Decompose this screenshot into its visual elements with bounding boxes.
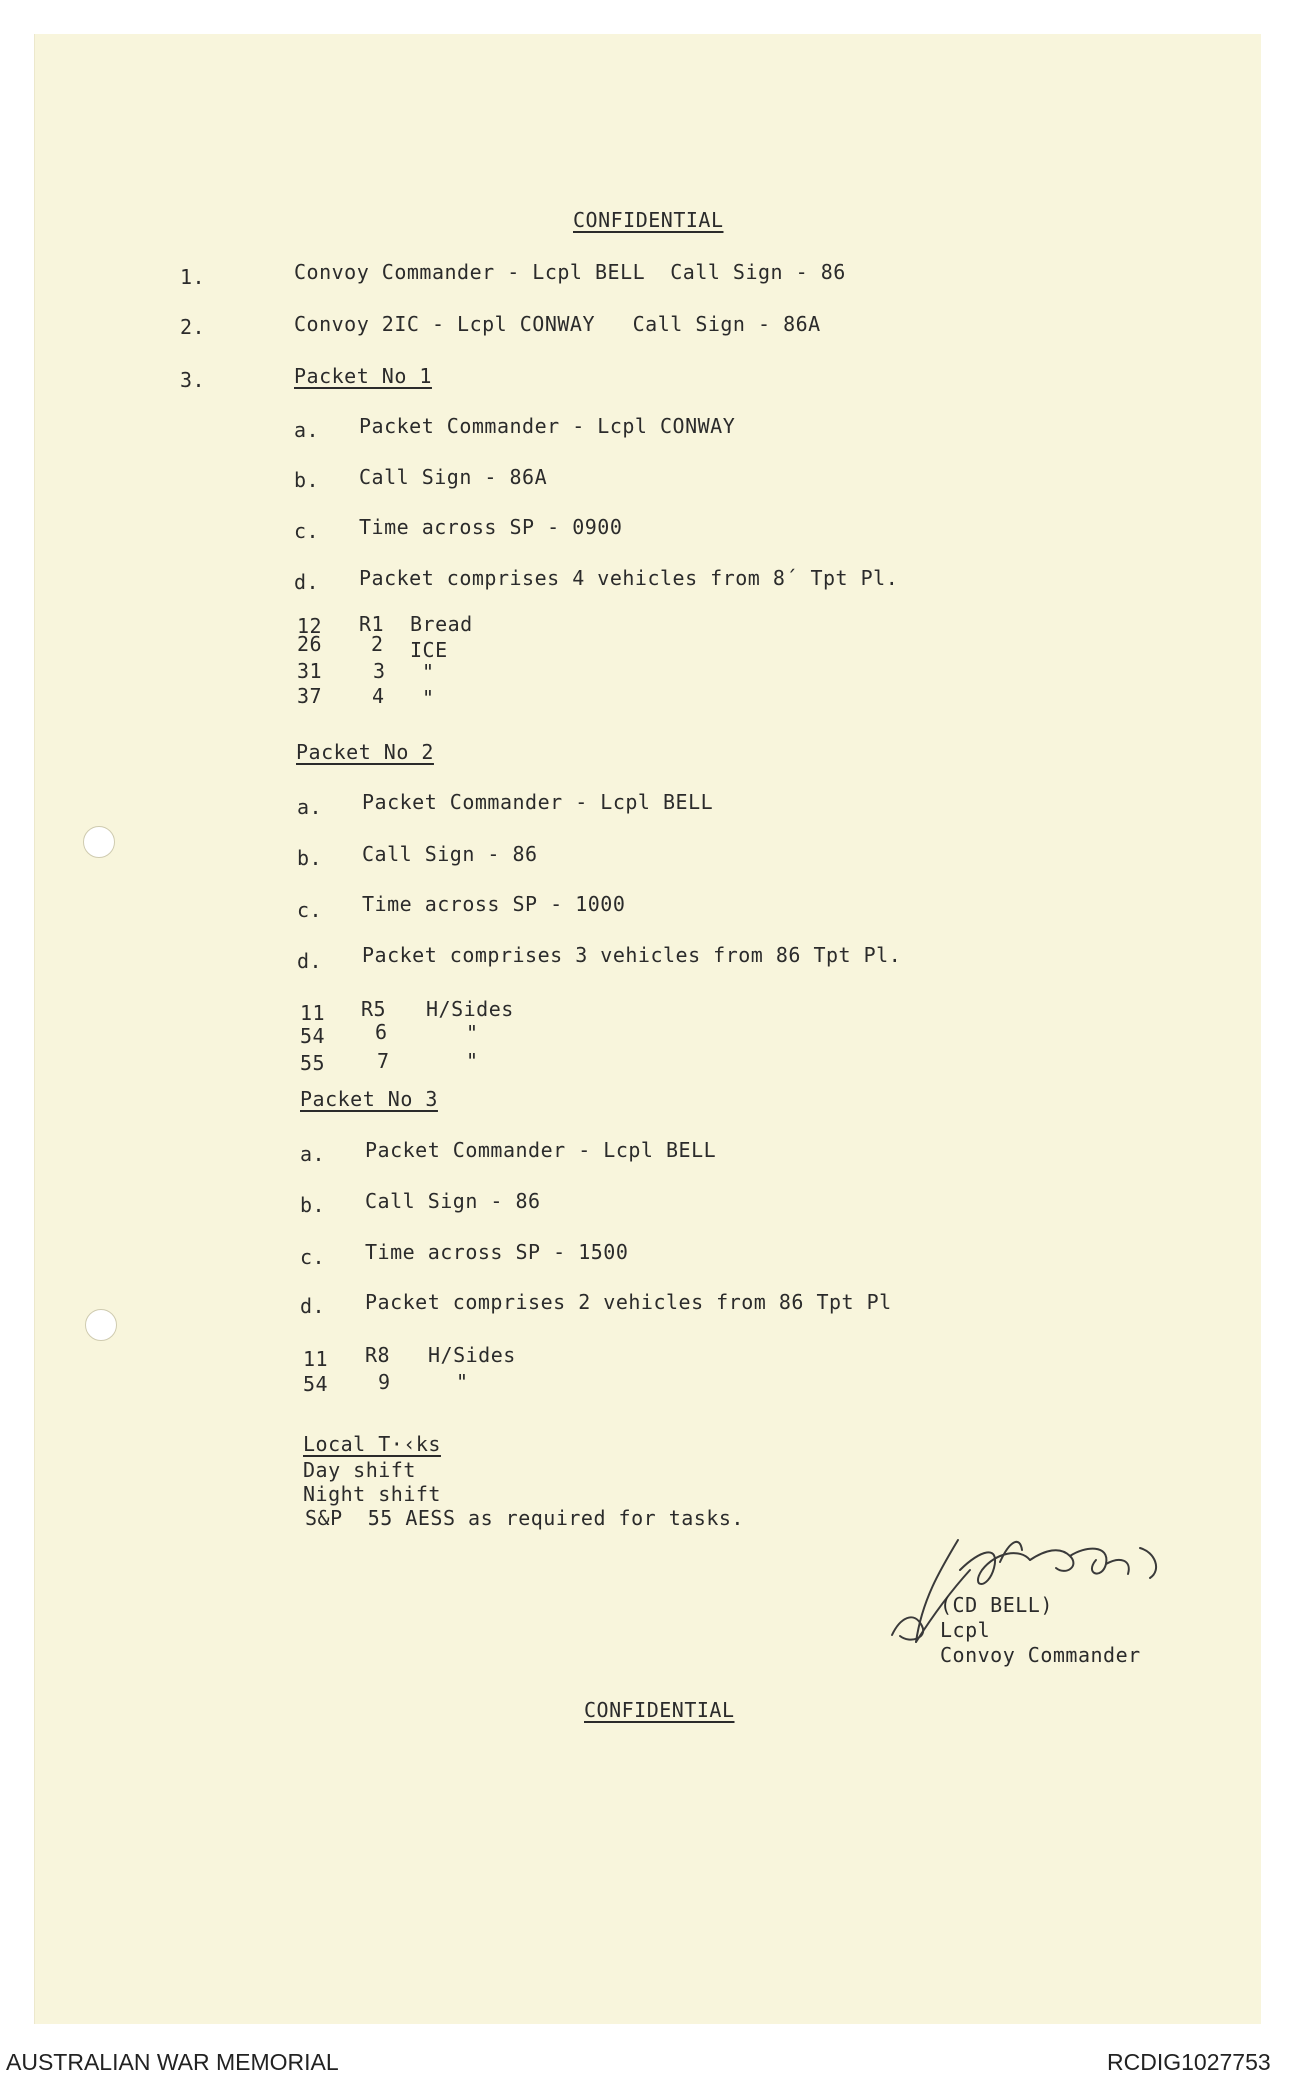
sub-letter: a. <box>297 795 323 819</box>
packet-heading: Packet No 3 <box>300 1087 438 1111</box>
sub-letter: b. <box>294 468 320 492</box>
archive-source: AUSTRALIAN WAR MEMORIAL <box>6 2049 339 2075</box>
signatory-role: Convoy Commander <box>940 1643 1141 1667</box>
packet-commander: Packet Commander - Lcpl BELL <box>365 1138 717 1162</box>
vehicle-number: 54 <box>303 1372 329 1396</box>
vehicle-route: 9 <box>378 1370 391 1394</box>
packet-commander: Packet Commander - Lcpl CONWAY <box>359 414 736 438</box>
vehicle-load: " <box>466 1021 479 1045</box>
sub-letter: a. <box>294 418 320 442</box>
item-text: Convoy Commander - Lcpl BELL Call Sign - 86 <box>294 260 846 284</box>
header-title: CONFIDENTIAL <box>573 208 724 232</box>
vehicle-route: 7 <box>377 1049 390 1073</box>
call-sign: Call Sign - 86 <box>362 842 538 866</box>
task-line: S&P 55 AESS as required for tasks. <box>305 1506 744 1530</box>
vehicle-number: 11 <box>303 1347 329 1371</box>
sub-letter: c. <box>297 898 323 922</box>
vehicle-load: ICE <box>410 638 448 662</box>
signatory-rank: Lcpl <box>940 1618 991 1642</box>
footer-classification: CONFIDENTIAL <box>584 1698 735 1722</box>
vehicle-route: 3 <box>373 659 386 683</box>
punch-hole <box>83 826 115 858</box>
sub-letter: a. <box>300 1142 326 1166</box>
vehicle-route: R8 <box>365 1343 391 1367</box>
item-text: Convoy 2IC - Lcpl CONWAY Call Sign - 86A <box>294 312 821 336</box>
packet-commander: Packet Commander - Lcpl BELL <box>362 790 714 814</box>
vehicle-route: 2 <box>371 632 384 656</box>
vehicle-route: R1 <box>359 612 385 636</box>
vehicle-load: " <box>466 1049 479 1073</box>
packet-comprises: Packet comprises 3 vehicles from 86 Tpt Pl. <box>362 943 902 967</box>
vehicle-load: " <box>456 1370 469 1394</box>
item-number: 2. <box>180 315 206 339</box>
time-across-sp: Time across SP - 0900 <box>359 515 623 539</box>
archive-id: RCDIG1027753 <box>1107 2049 1271 2075</box>
vehicle-route: R5 <box>361 997 387 1021</box>
vehicle-load: " <box>422 660 435 684</box>
packet-comprises: Packet comprises 4 vehicles from 8´ Tpt Pl. <box>359 566 899 590</box>
call-sign: Call Sign - 86A <box>359 465 548 489</box>
vehicle-number: 31 <box>297 659 323 683</box>
vehicle-load: Bread <box>410 612 473 636</box>
vehicle-route: 4 <box>372 684 385 708</box>
time-across-sp: Time across SP - 1500 <box>365 1240 629 1264</box>
vehicle-number: 37 <box>297 684 323 708</box>
item-number: 3. <box>180 368 206 392</box>
local-tasks-heading: Local T·‹ks <box>303 1432 441 1456</box>
punch-hole <box>85 1309 117 1341</box>
sub-letter: b. <box>300 1193 326 1217</box>
vehicle-load: H/Sides <box>426 997 514 1021</box>
signatory-name: (CD BELL) <box>940 1593 1053 1617</box>
vehicle-number: 26 <box>297 632 323 656</box>
task-line: Night shift <box>303 1482 441 1506</box>
sub-letter: d. <box>294 570 320 594</box>
packet-comprises: Packet comprises 2 vehicles from 86 Tpt Pl <box>365 1290 892 1314</box>
vehicle-load: " <box>422 686 435 710</box>
packet-heading: Packet No 1 <box>294 364 432 388</box>
time-across-sp: Time across SP - 1000 <box>362 892 626 916</box>
vehicle-number: 11 <box>300 1001 326 1025</box>
vehicle-route: 6 <box>375 1020 388 1044</box>
task-line: Day shift <box>303 1458 416 1482</box>
vehicle-load: H/Sides <box>428 1343 516 1367</box>
vehicle-number: 12 <box>297 614 323 638</box>
call-sign: Call Sign - 86 <box>365 1189 541 1213</box>
sub-letter: b. <box>297 846 323 870</box>
vehicle-number: 54 <box>300 1024 326 1048</box>
sub-letter: d. <box>297 949 323 973</box>
sub-letter: d. <box>300 1294 326 1318</box>
vehicle-number: 55 <box>300 1051 326 1075</box>
item-number: 1. <box>180 265 206 289</box>
packet-heading: Packet No 2 <box>296 740 434 764</box>
sub-letter: c. <box>294 519 320 543</box>
sub-letter: c. <box>300 1245 326 1269</box>
